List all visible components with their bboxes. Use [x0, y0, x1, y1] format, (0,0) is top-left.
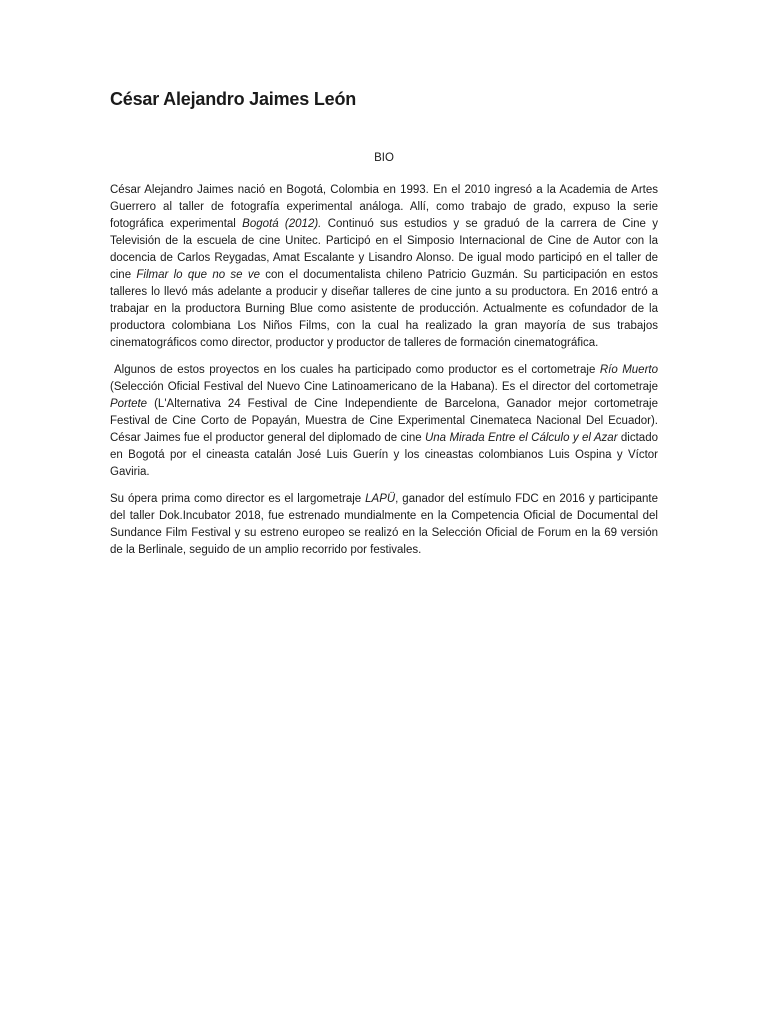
italic-title-run: LAPÜ	[365, 493, 396, 505]
text-run: Algunos de estos proyectos en los cuales ha participado como productor es el cortometraje	[114, 364, 600, 376]
bio-paragraph-2	[110, 362, 658, 481]
text-run: dictado en Bogotá por el cineasta catalán José Luis Guerín y los cineastas colombianos Luis Ospina y Víctor Gaviria.	[110, 432, 658, 478]
text-run: (Selección Oficial Festival del Nuevo Cine Latinoamericano de la Habana). Es el director del cortometraje	[110, 381, 658, 393]
text-run: César Alejandro Jaimes nació en Bogotá, Colombia en 1993. En el 2010 ingresó a la Academia de Artes Guerrero al taller de fotografía experimental análoga. Allí, como trabajo de grado, expuso la serie fotográfica experimental	[110, 184, 658, 230]
italic-title-run: Portete	[110, 398, 148, 410]
document-title: César Alejandro Jaimes León	[110, 89, 357, 109]
text-run: con el documentalista chileno Patricio Guzmán. Su participación en estos talleres lo llevó más adelante a producir y diseñar talleres de cine junto a su productora. En 2016 entró a trabajar en la productora Burning Blue como asistente de producción. Actualmente es cofundador de la productora colombiana Los Niños Films, con la cual ha realizado la gran mayoría de sus trabajos cinematográficos como director, productor y productor de talleres de formación cinematográfica.	[110, 269, 658, 349]
document-page	[110, 86, 658, 569]
section-heading-bio: BIO	[374, 152, 394, 164]
italic-title-run: Bogotá (2012).	[242, 218, 322, 230]
bio-paragraph-3	[110, 491, 658, 559]
italic-title-run: Una Mirada Entre el Cálculo y el Azar	[424, 432, 618, 444]
italic-title-run: Río Muerto	[599, 364, 658, 376]
text-run: , ganador del estímulo FDC en 2016 y participante del taller Dok.Incubator 2018, fue estrenado mundialmente en la Competencia Oficial de Documental del Sundance Film Festival y su estreno europeo se realizó en la Selección Oficial de Forum en la 69 versión de la Berlinale, seguido de un amplio recorrido por festivales.	[110, 493, 658, 556]
italic-title-run: Filmar lo que no se ve	[136, 269, 260, 281]
text-run: Su ópera prima como director es el largometraje	[110, 493, 366, 505]
text-run: Continuó sus estudios y se graduó de la carrera de Cine y Televisión de la escuela de cine Unitec. Participó en el Simposio Internacional de Cine de Autor con la docencia de Carlos Reygadas, Amat Escalante y Lisandro Alonso. De igual modo participó en el taller de cine	[110, 218, 658, 281]
text-run: (L'Alternativa 24 Festival de Cine Independiente de Barcelona, Ganador mejor cortometraje Festival de Cine Corto de Popayán, Muestra de Cine Experimental Cinemateca Nacional Del Ecuador). César Jaimes fue el productor general del diplomado de cine	[110, 398, 658, 444]
bio-paragraph-1	[110, 182, 658, 352]
